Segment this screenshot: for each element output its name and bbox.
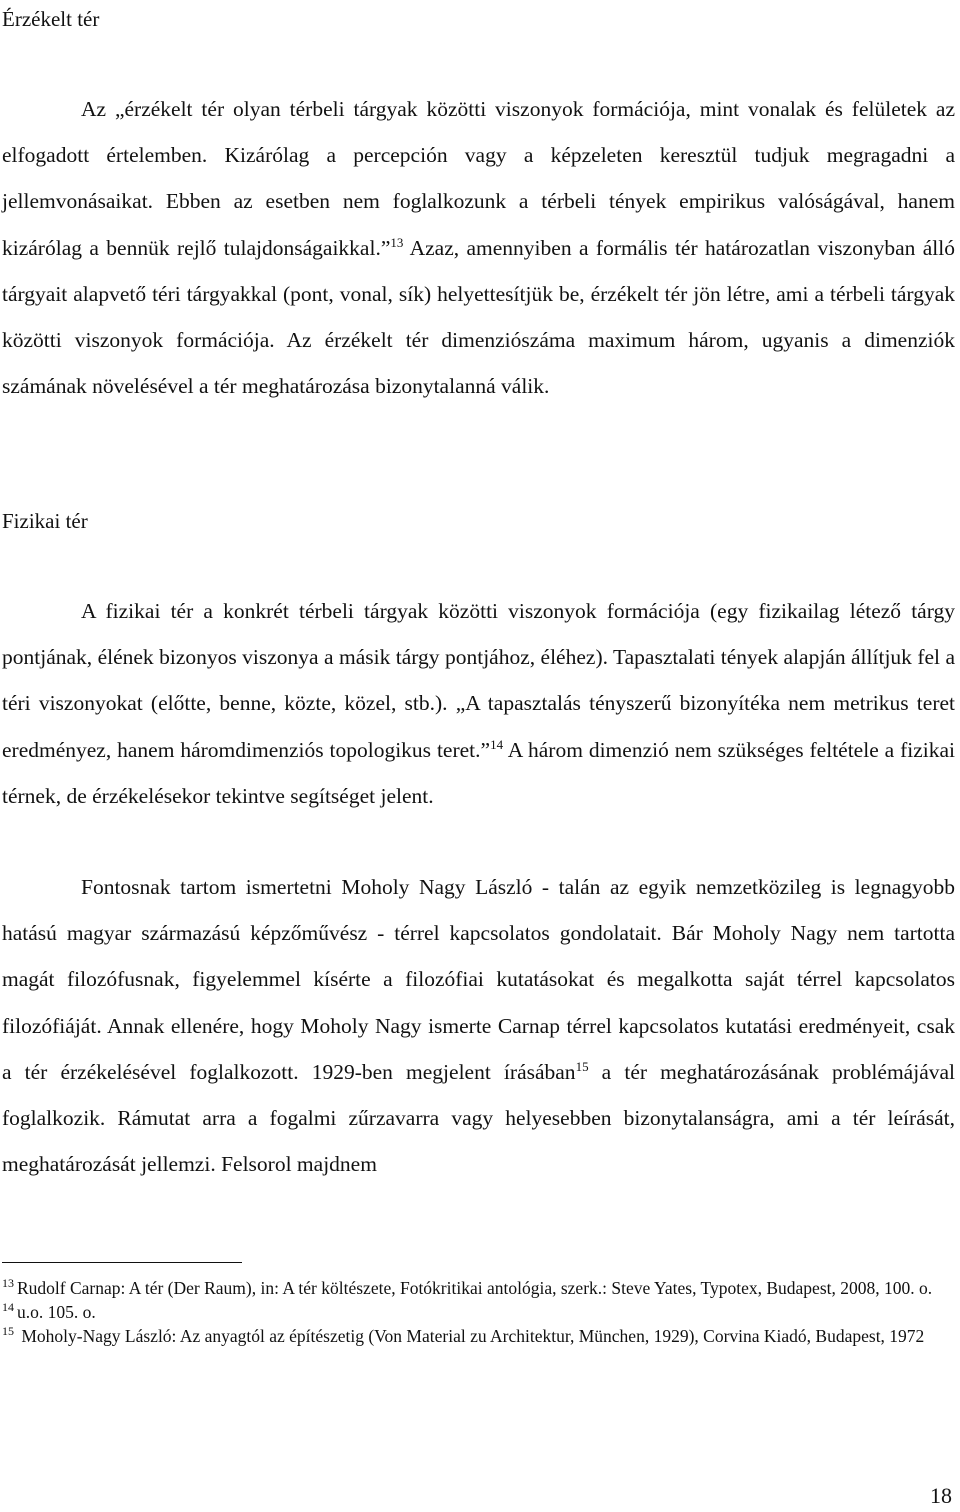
page-number: 18 [930, 1483, 952, 1508]
footnote-separator [2, 1262, 242, 1263]
footnote-number: 15 [2, 1324, 14, 1339]
paragraph-text: a tér meghatározásának problémájával foglalkozik. Rámutat arra a fogalmi zűrzavarra vagy helyesebben bizonytalanságra, ami a tér leírását, meghatározását jellemzi. Felsorol majdnem [2, 1059, 955, 1177]
footnote-14 [2, 1300, 952, 1324]
footnote-ref-14[interactable]: 14 [490, 736, 504, 752]
paragraph-text: Az „érzékelt tér olyan térbeli tárgyak közötti viszonyok formációja, mint vonalak és felületek az elfogadott értelemben. Kizárólag a percepción vagy a képzeleten keresztül tudjuk megragadni a jellemvonásaikat. Ebben az esetben nem foglalkozunk a térbeli tények empirikus valóságával, hanem kizárólag a bennük rejlő tulajdonságaikkal.” [2, 97, 955, 260]
section-heading-erzekelt-ter: Érzékelt tér [2, 7, 100, 31]
footnote-number: 13 [2, 1276, 14, 1291]
paragraph-text: A fizikai tér a konkrét térbeli tárgyak közötti viszonyok formációja (egy fizikailag létező tárgy pontjának, élének bizonyos viszonya a másik tárgy pontjához, éléhez). Tapasztalati tények alapján állítjuk fel a téri viszonyokat (előtte, benne, közte, közel, stb.). „A tapasztalás tényszerű bizonyítéka nem metrikus teret eredményez, hanem háromdimenziós topologikus teret.” [2, 599, 955, 762]
footnote-ref-15[interactable]: 15 [575, 1058, 589, 1074]
paragraph-moholy-nagy [2, 864, 955, 1187]
footnote-text: u.o. 105. o. [17, 1302, 96, 1322]
footnote-13 [2, 1276, 952, 1300]
footnote-15 [2, 1324, 952, 1348]
paragraph-text: Azaz, amennyiben a formális tér határozatlan viszonyban álló tárgyait alapvető téri tárgyakkal (pont, vonal, sík) helyettesítjük be, érzékelt tér jön létre, ami a térbeli tárgyak közötti viszonyok formációja. Az érzékelt tér dimenziószáma maximum három, ugyanis a dimenziók számának növelésével a tér meghatározása bizonytalanná válik. [2, 235, 956, 399]
footnote-text: Moholy-Nagy László: Az anyagtól az építészetig (Von Material zu Architektur, München, 1929), Corvina Kiadó, Budapest, 1972 [17, 1326, 925, 1346]
paragraph-fizikai-ter [2, 588, 955, 819]
footnote-text: Rudolf Carnap: A tér (Der Raum), in: A tér költészete, Fotókritikai antológia, szerk.: Steve Yates, Typotex, Budapest, 2008, 100. o. [17, 1278, 933, 1298]
paragraph-text: Fontosnak tartom ismertetni Moholy Nagy László - talán az egyik nemzetközileg is legnagyobb hatású magyar származású képzőművész - térrel kapcsolatos gondolatait. Bár Moholy Nagy nem tartotta magát filozófusnak, figyelemmel kísérte a filozófiai kutatásokat és megalkotta saját térrel kapcsolatos filozófiáját. Annak ellenére, hogy Moholy Nagy ismerte Carnap térrel kapcsolatos kutatási eredményeit, csak a tér érzékelésével foglalkozott. 1929-ben megjelent írásában [2, 875, 955, 1084]
footnote-number: 14 [2, 1300, 14, 1315]
footnote-ref-13[interactable]: 13 [390, 234, 404, 250]
paragraph-erzekelt-ter [2, 86, 955, 409]
footnotes-list [2, 1276, 952, 1348]
paragraph-text: A három dimenzió nem szükséges feltétele a fizikai térnek, de érzékelésekor tekintve segítséget jelent. [2, 737, 955, 808]
section-heading-fizikai-ter: Fizikai tér [2, 509, 88, 533]
